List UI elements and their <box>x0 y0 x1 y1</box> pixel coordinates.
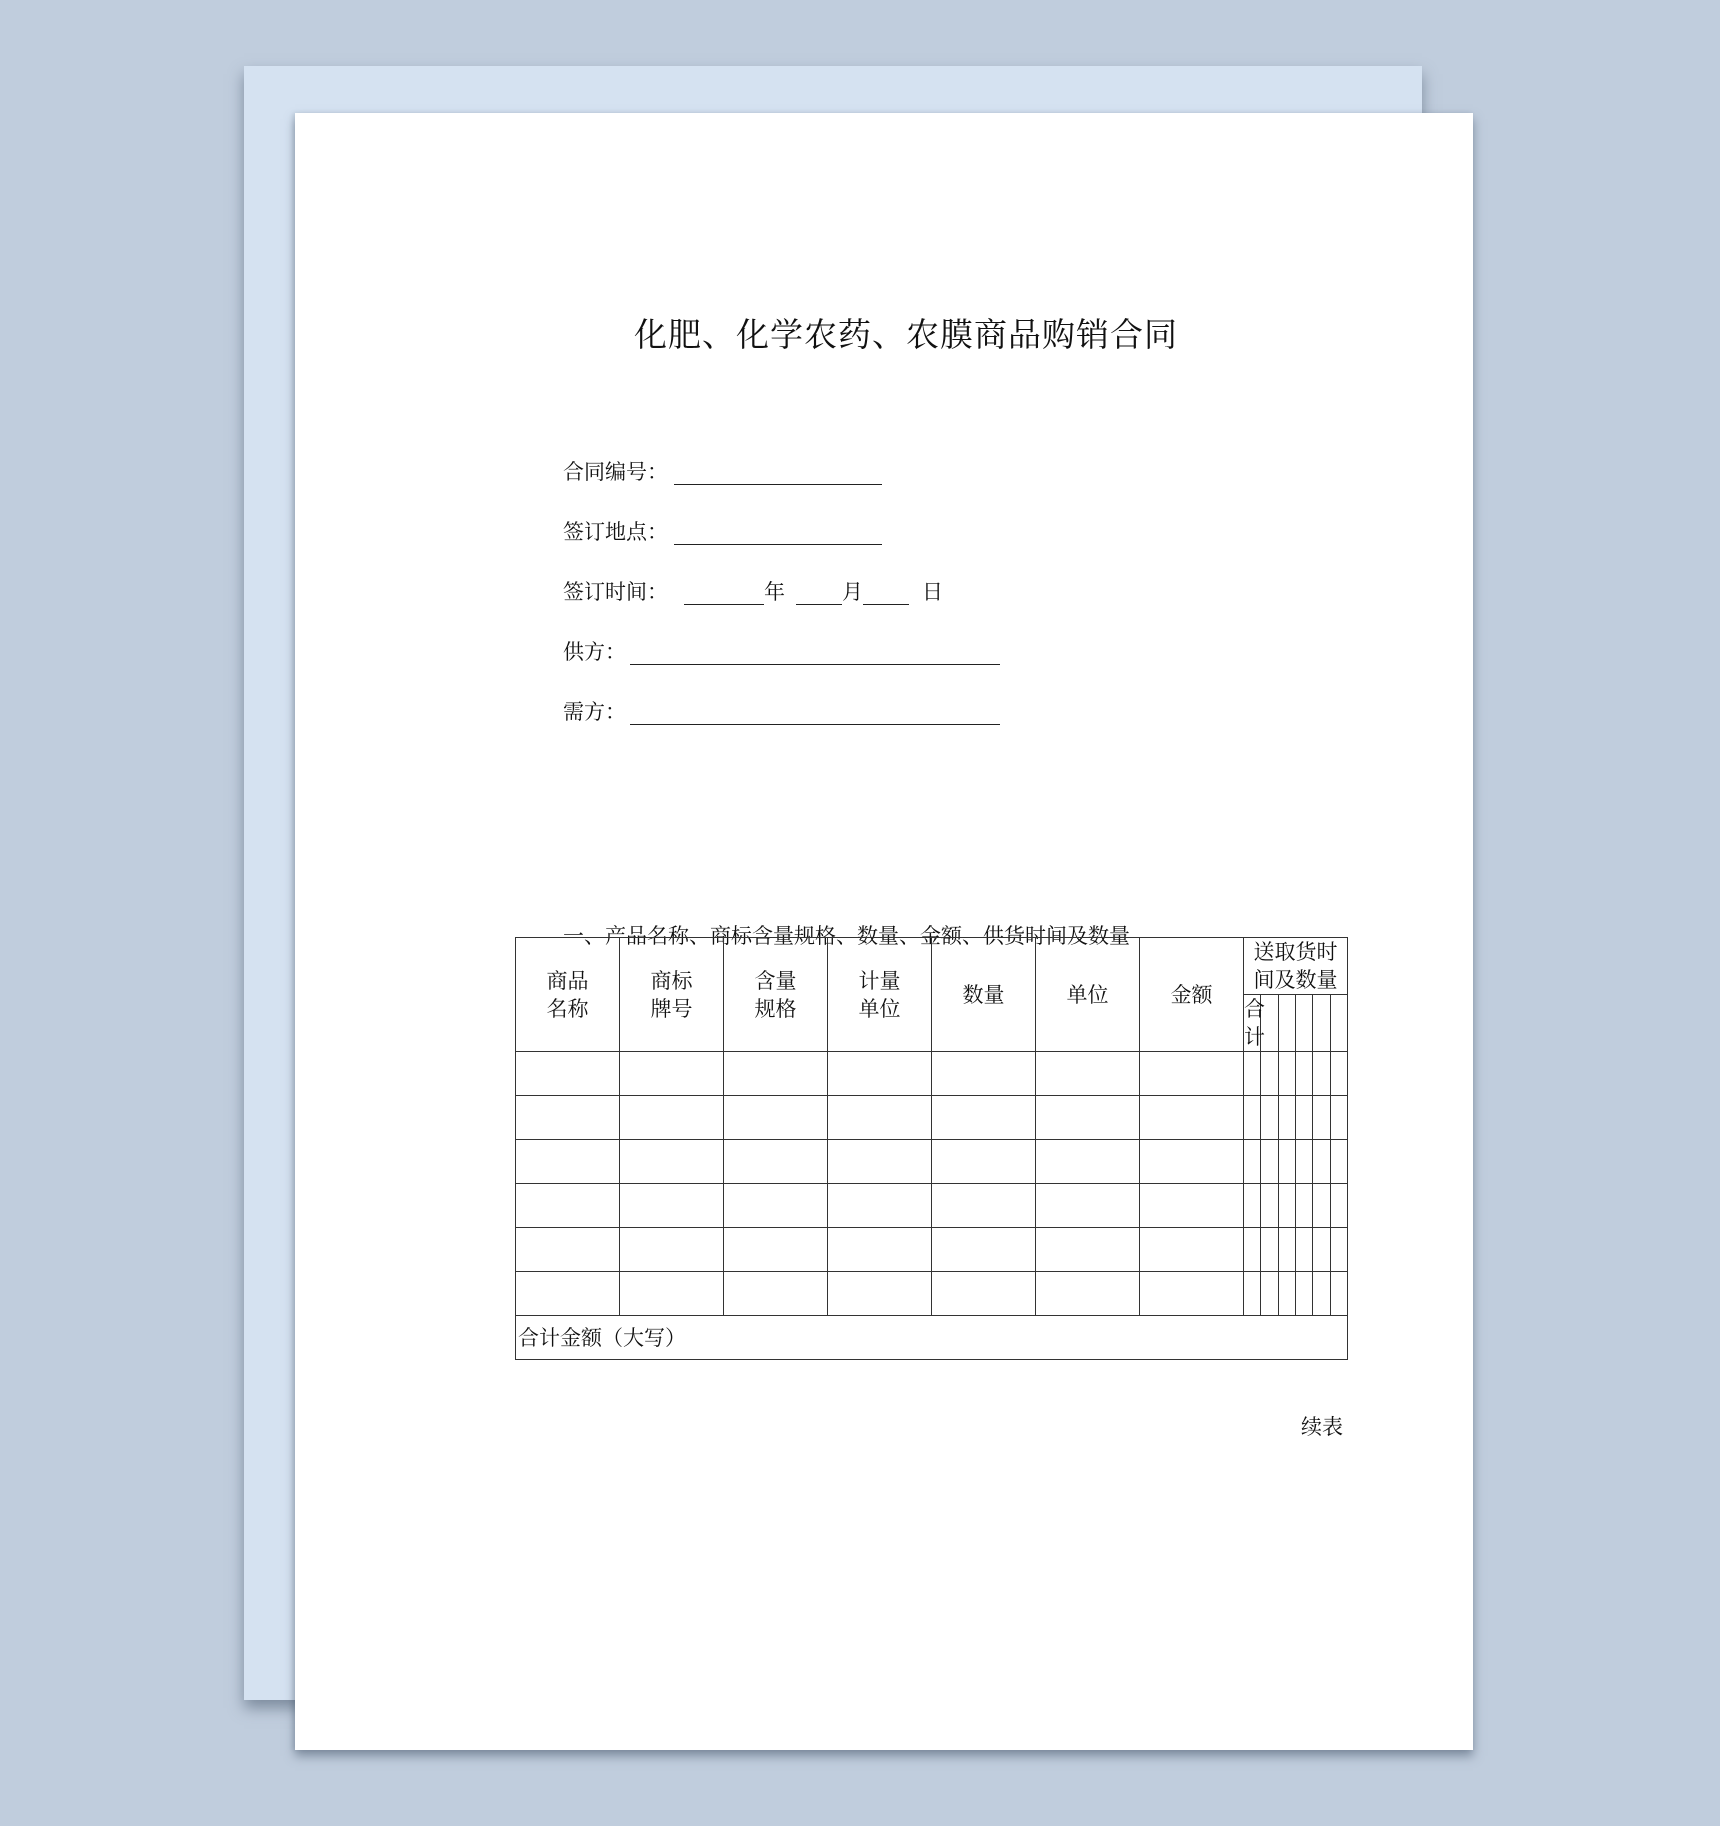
signing-place-field <box>563 519 882 545</box>
table-cell[interactable] <box>516 1184 620 1228</box>
table-row <box>516 1096 1348 1140</box>
signing-date-field <box>563 579 943 605</box>
table-cell[interactable] <box>620 1228 724 1272</box>
table-cell[interactable] <box>1295 1052 1312 1096</box>
table-cell[interactable] <box>1261 1228 1278 1272</box>
table-cell[interactable] <box>828 1096 932 1140</box>
table-cell[interactable] <box>516 1228 620 1272</box>
goods-table <box>515 937 1348 1360</box>
table-cell[interactable] <box>1036 1272 1140 1316</box>
header-spec: 含量 规格 <box>724 938 828 1052</box>
table-cell[interactable] <box>1295 1184 1312 1228</box>
supplier-input[interactable] <box>630 643 1000 665</box>
table-cell[interactable] <box>1295 1272 1312 1316</box>
table-row <box>516 1272 1348 1316</box>
table-cell[interactable] <box>1313 1140 1330 1184</box>
table-body <box>516 1052 1348 1316</box>
header-product-name: 商品 名称 <box>516 938 620 1052</box>
header-measure-unit: 计量 单位 <box>828 938 932 1052</box>
table-cell[interactable] <box>1036 1140 1140 1184</box>
table-cell[interactable] <box>1313 1052 1330 1096</box>
table-row <box>516 1228 1348 1272</box>
subheader-cell[interactable] <box>1313 995 1330 1052</box>
table-cell[interactable] <box>1140 1228 1244 1272</box>
table-cell[interactable] <box>724 1140 828 1184</box>
document-page <box>295 113 1473 1750</box>
table-cell[interactable] <box>1140 1096 1244 1140</box>
table-cell[interactable] <box>1313 1228 1330 1272</box>
table-cell[interactable] <box>1295 1096 1312 1140</box>
table-cell[interactable] <box>620 1096 724 1140</box>
header-quantity: 数量 <box>932 938 1036 1052</box>
table-cell[interactable] <box>1313 1096 1330 1140</box>
table-cell[interactable] <box>1278 1140 1295 1184</box>
table-cell[interactable] <box>1244 1052 1261 1096</box>
table-cell[interactable] <box>932 1096 1036 1140</box>
table-cell[interactable] <box>1261 1140 1278 1184</box>
table-cell[interactable] <box>828 1140 932 1184</box>
goods-table-container <box>515 937 1348 1360</box>
signing-year-input[interactable] <box>684 583 764 605</box>
supplier-field <box>563 639 1000 665</box>
buyer-field <box>563 699 1000 725</box>
table-cell[interactable] <box>1330 1052 1347 1096</box>
table-cell[interactable] <box>1330 1228 1347 1272</box>
table-cell[interactable] <box>1036 1096 1140 1140</box>
total-amount-row <box>516 1316 1348 1360</box>
table-cell[interactable] <box>932 1052 1036 1096</box>
table-cell[interactable] <box>1278 1228 1295 1272</box>
table-cell[interactable] <box>724 1096 828 1140</box>
table-cell[interactable] <box>932 1184 1036 1228</box>
header-delivery: 送取货时间及数量 <box>1244 938 1348 995</box>
table-cell[interactable] <box>1278 1052 1295 1096</box>
table-row <box>516 1184 1348 1228</box>
table-cell[interactable] <box>1278 1272 1295 1316</box>
table-cell[interactable] <box>724 1184 828 1228</box>
table-cell[interactable] <box>724 1052 828 1096</box>
day-suffix: 日 <box>922 580 943 604</box>
contract-number-input[interactable] <box>674 463 882 485</box>
table-cell[interactable] <box>1313 1272 1330 1316</box>
table-cell[interactable] <box>1244 1184 1261 1228</box>
signing-date-label: 签订时间： <box>563 580 668 604</box>
table-cell[interactable] <box>1261 1096 1278 1140</box>
table-cell[interactable] <box>1244 1228 1261 1272</box>
supplier-label: 供方： <box>563 640 626 664</box>
signing-day-input[interactable] <box>863 583 909 605</box>
table-cell[interactable] <box>932 1140 1036 1184</box>
table-row <box>516 1052 1348 1096</box>
header-brand: 商标 牌号 <box>620 938 724 1052</box>
table-row <box>516 1140 1348 1184</box>
total-amount-cell[interactable] <box>516 1316 1348 1360</box>
table-cell[interactable] <box>828 1228 932 1272</box>
buyer-input[interactable] <box>630 703 1000 725</box>
header-unit: 单位 <box>1036 938 1140 1052</box>
table-cell[interactable] <box>1036 1184 1140 1228</box>
table-cell[interactable] <box>724 1228 828 1272</box>
table-cell[interactable] <box>828 1272 932 1316</box>
signing-month-input[interactable] <box>796 583 842 605</box>
table-cell[interactable] <box>1261 1184 1278 1228</box>
table-cell[interactable] <box>1330 1184 1347 1228</box>
signing-place-label: 签订地点： <box>563 520 668 544</box>
table-cell[interactable] <box>1140 1052 1244 1096</box>
month-suffix: 月 <box>842 580 863 604</box>
table-cell[interactable] <box>1140 1272 1244 1316</box>
table-cell[interactable] <box>1261 1052 1278 1096</box>
table-cell[interactable] <box>1295 1140 1312 1184</box>
subheader-total: 合计 <box>1244 995 1261 1052</box>
table-cell[interactable] <box>932 1272 1036 1316</box>
contract-number-field <box>563 459 882 485</box>
table-header-row <box>516 938 1348 995</box>
table-cell[interactable] <box>1244 1272 1261 1316</box>
table-cell[interactable] <box>516 1272 620 1316</box>
document-title: 化肥、化学农药、农膜商品购销合同 <box>634 315 1178 354</box>
table-cell[interactable] <box>1261 1272 1278 1316</box>
header-amount: 金额 <box>1140 938 1244 1052</box>
subheader-cell[interactable] <box>1330 995 1347 1052</box>
table-cell[interactable] <box>620 1052 724 1096</box>
table-cell[interactable] <box>620 1272 724 1316</box>
subheader-cell[interactable] <box>1278 995 1295 1052</box>
table-cell[interactable] <box>828 1052 932 1096</box>
table-cell[interactable] <box>1313 1184 1330 1228</box>
table-cell[interactable] <box>932 1228 1036 1272</box>
signing-place-input[interactable] <box>674 523 882 545</box>
table-cell[interactable] <box>516 1140 620 1184</box>
table-cell[interactable] <box>1295 1228 1312 1272</box>
table-cell[interactable] <box>1140 1140 1244 1184</box>
contract-number-label: 合同编号： <box>563 460 668 484</box>
table-cell[interactable] <box>1278 1184 1295 1228</box>
table-cell[interactable] <box>620 1140 724 1184</box>
table-cell[interactable] <box>620 1184 724 1228</box>
table-cell[interactable] <box>1278 1096 1295 1140</box>
table-cell[interactable] <box>1036 1052 1140 1096</box>
buyer-label: 需方： <box>563 700 626 724</box>
subheader-cell[interactable] <box>1295 995 1312 1052</box>
table-cell[interactable] <box>1140 1184 1244 1228</box>
section-heading: 一、产品名称、商标含量规格、数量、金额、供货时间及数量 <box>563 924 1130 948</box>
table-cell[interactable] <box>1244 1096 1261 1140</box>
table-cell[interactable] <box>828 1184 932 1228</box>
table-cell[interactable] <box>1330 1140 1347 1184</box>
table-cell[interactable] <box>1330 1272 1347 1316</box>
year-suffix: 年 <box>764 580 785 604</box>
total-amount-label: 合计金额（大写） <box>518 1325 686 1350</box>
table-cell[interactable] <box>724 1272 828 1316</box>
continued-label: 续表 <box>1301 1415 1343 1439</box>
table-cell[interactable] <box>516 1096 620 1140</box>
table-cell[interactable] <box>516 1052 620 1096</box>
table-cell[interactable] <box>1330 1096 1347 1140</box>
table-cell[interactable] <box>1244 1140 1261 1184</box>
table-cell[interactable] <box>1036 1228 1140 1272</box>
